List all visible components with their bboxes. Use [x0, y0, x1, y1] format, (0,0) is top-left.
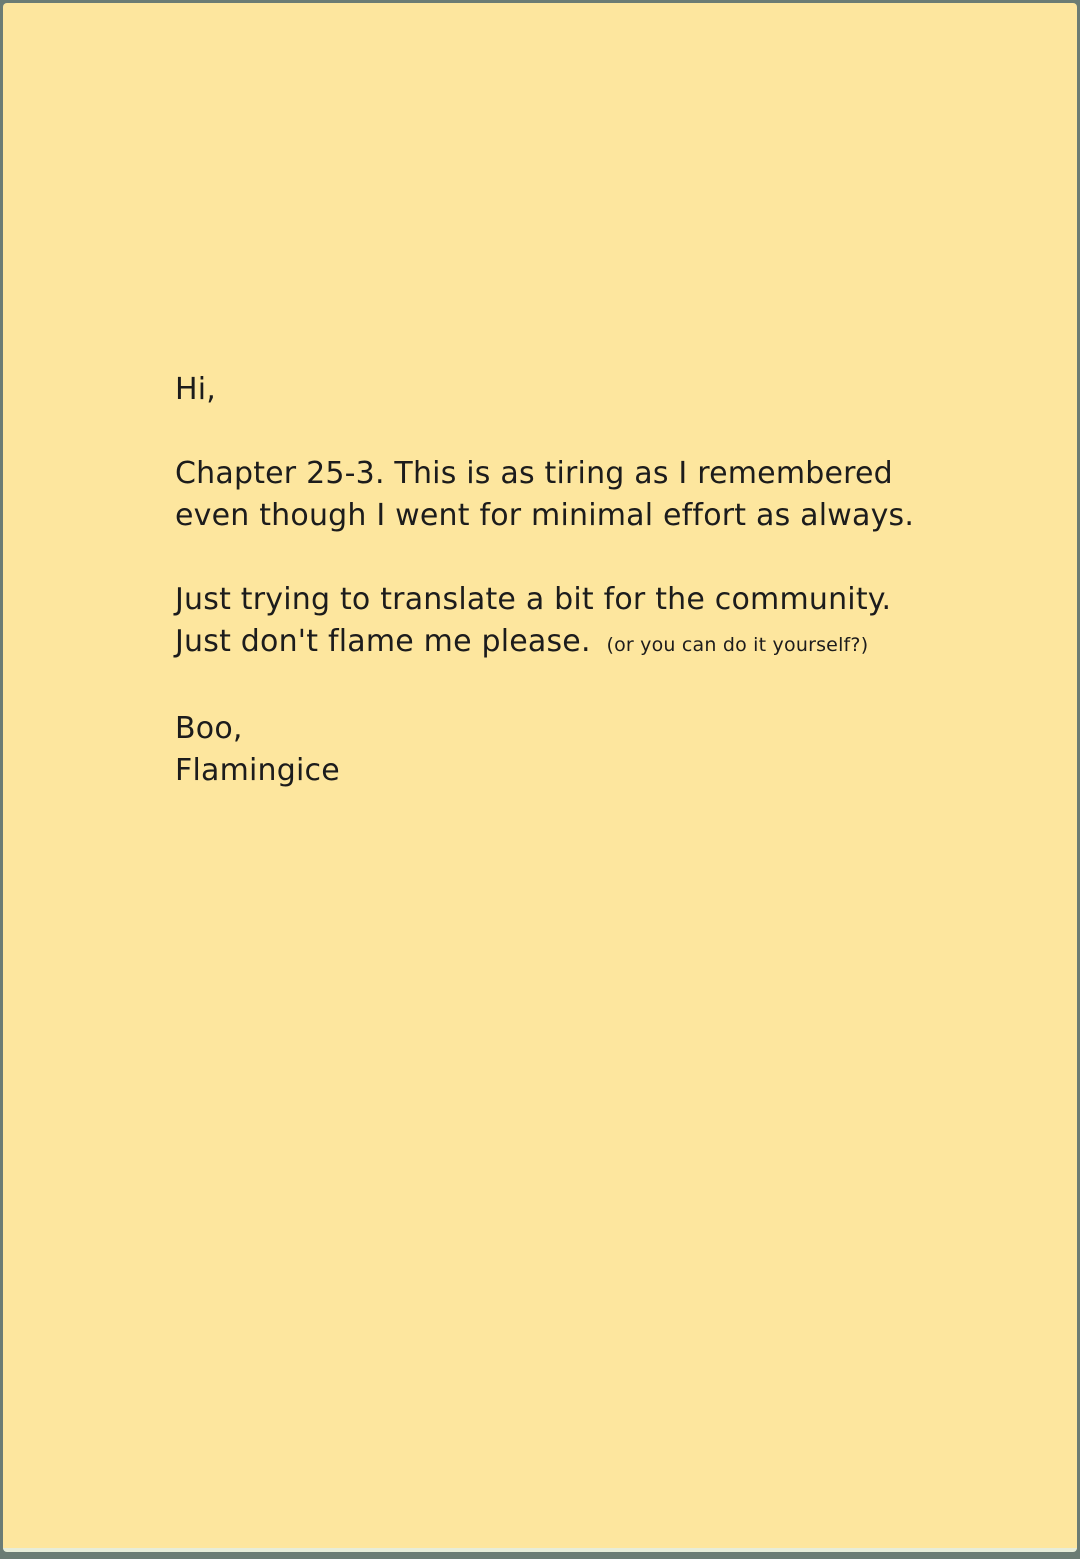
note-line-flame-main: Just don't flame me please.: [175, 624, 591, 659]
translator-note: [175, 369, 914, 792]
note-line-flame: [175, 621, 914, 666]
signature-text: Flamingice: [175, 753, 340, 788]
signoff-text: Boo,: [175, 711, 243, 746]
greeting-text: Hi,: [175, 372, 217, 407]
aside-text: (or you can do it yourself?): [606, 634, 869, 656]
note-line-effort: even though I went for minimal effort as always.: [175, 498, 915, 533]
paragraph-spacer: [175, 666, 914, 708]
paragraph-spacer: [175, 537, 914, 579]
credits-page: [3, 3, 1077, 1552]
paragraph-spacer: [175, 411, 914, 453]
note-line-community: Just trying to translate a bit for the community.: [175, 582, 892, 617]
note-line-chapter: Chapter 25-3. This is as tiring as I remembered: [175, 456, 893, 491]
